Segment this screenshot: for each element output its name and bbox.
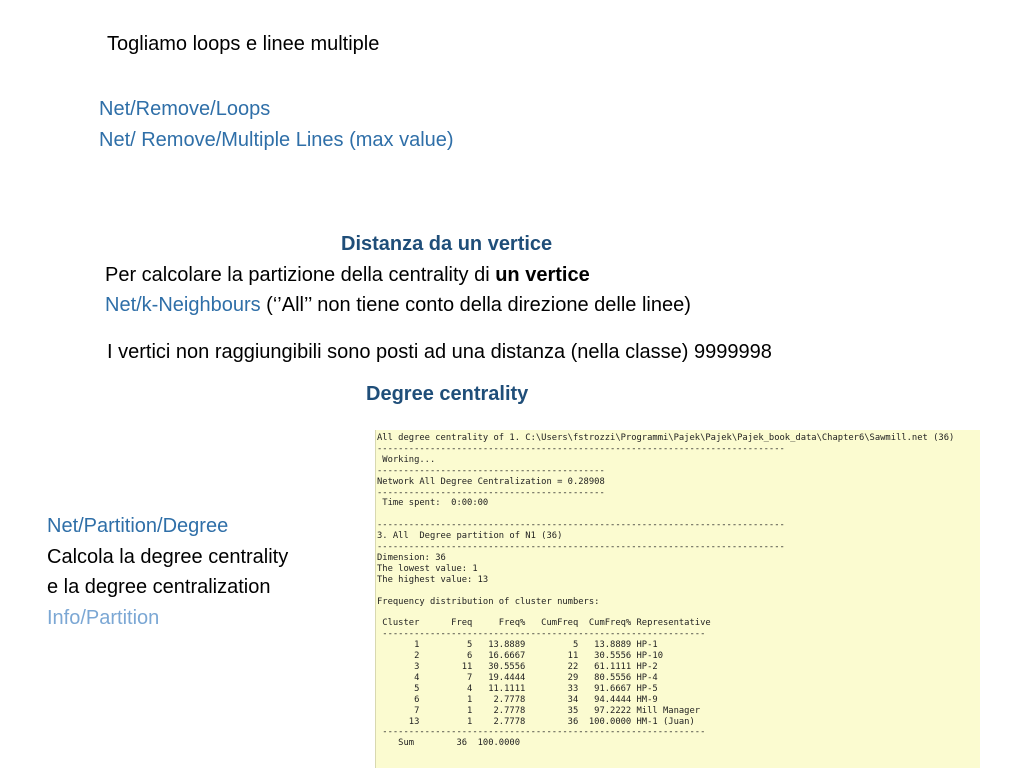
neighbours-line (105, 293, 691, 317)
report-line: All degree centrality of 1. C:\Users\fstrozzi\Programmi\Pajek\Pajek\Pajek_book_data\Chapter6\Sawmill.net (36) (377, 433, 955, 443)
report-line: Time spent: 0:00:00 (377, 498, 489, 509)
report-line: 3. All Degree partition of N1 (36) (377, 531, 563, 542)
menu-path-info-partition: Info/Partition (47, 607, 160, 629)
menu-path-k-neighbours: Net/k-Neighbours (105, 294, 261, 316)
report-line: 4 7 19.4444 29 80.5556 HP-4 (377, 672, 658, 683)
report-line: Cluster Freq Freq% CumFreq CumFreq% Representative (377, 618, 711, 629)
report-line: ------------------------------------------------------------- (377, 727, 706, 738)
report-line: Working... (377, 454, 436, 465)
menu-path-partition-degree: Net/Partition/Degree (47, 515, 229, 537)
report-line: ----------------------------------------------------------------------------- (377, 520, 785, 531)
distance-description (105, 263, 590, 287)
report-line: Dimension: 36 (377, 552, 446, 563)
degree-heading: Degree centrality (366, 383, 529, 405)
report-line: 2 6 16.6667 11 30.5556 HP-10 (377, 651, 663, 662)
report-line (377, 586, 980, 597)
report-line: ------------------------------------------- (377, 465, 605, 476)
report-line: ----------------------------------------------------------------------------- (377, 443, 785, 454)
report-line: ------------------------------------------- (377, 487, 605, 498)
distance-description-bold: un vertice (495, 264, 590, 286)
report-line (377, 509, 980, 520)
pajek-report-window (375, 430, 980, 768)
report-line: 7 1 2.7778 35 97.2222 Mill Manager (377, 705, 701, 716)
report-line: 5 4 11.1111 33 91.6667 HP-5 (377, 683, 658, 694)
report-line: The highest value: 13 (377, 574, 489, 585)
report-line: Sum 36 100.0000 (377, 738, 520, 749)
intro-title: Togliamo loops e linee multiple (107, 33, 380, 55)
menu-path-remove-multiple-lines: Net/ Remove/Multiple Lines (max value) (99, 129, 454, 151)
report-line: Network All Degree Centralization = 0.28908 (377, 476, 605, 487)
distance-description-text: Per calcolare la partizione della centrality di (105, 264, 496, 286)
report-line: 3 11 30.5556 22 61.1111 HP-2 (377, 662, 658, 673)
unreachable-note: I vertici non raggiungibili sono posti ad una distanza (nella classe) 9999998 (107, 341, 772, 363)
degree-description-2: e la degree centralization (47, 576, 271, 598)
degree-description-1: Calcola la degree centrality (47, 546, 289, 568)
report-line: Frequency distribution of cluster numbers: (377, 596, 600, 607)
report-line: ------------------------------------------------------------- (377, 629, 706, 640)
menu-path-remove-loops: Net/Remove/Loops (99, 98, 271, 120)
report-line: ----------------------------------------------------------------------------- (377, 542, 785, 553)
report-line: 13 1 2.7778 36 100.0000 HM-1 (Juan) (377, 716, 695, 727)
distance-heading: Distanza da un vertice (341, 233, 553, 255)
neighbours-note: (‘’All’’ non tiene conto della direzione delle linee) (260, 294, 691, 316)
report-line: 1 5 13.8889 5 13.8889 HP-1 (377, 640, 658, 651)
report-line: 6 1 2.7778 34 94.4444 HM-9 (377, 694, 658, 705)
report-line: The lowest value: 1 (377, 563, 478, 574)
report-line (377, 608, 980, 619)
pajek-report-text (376, 430, 980, 749)
